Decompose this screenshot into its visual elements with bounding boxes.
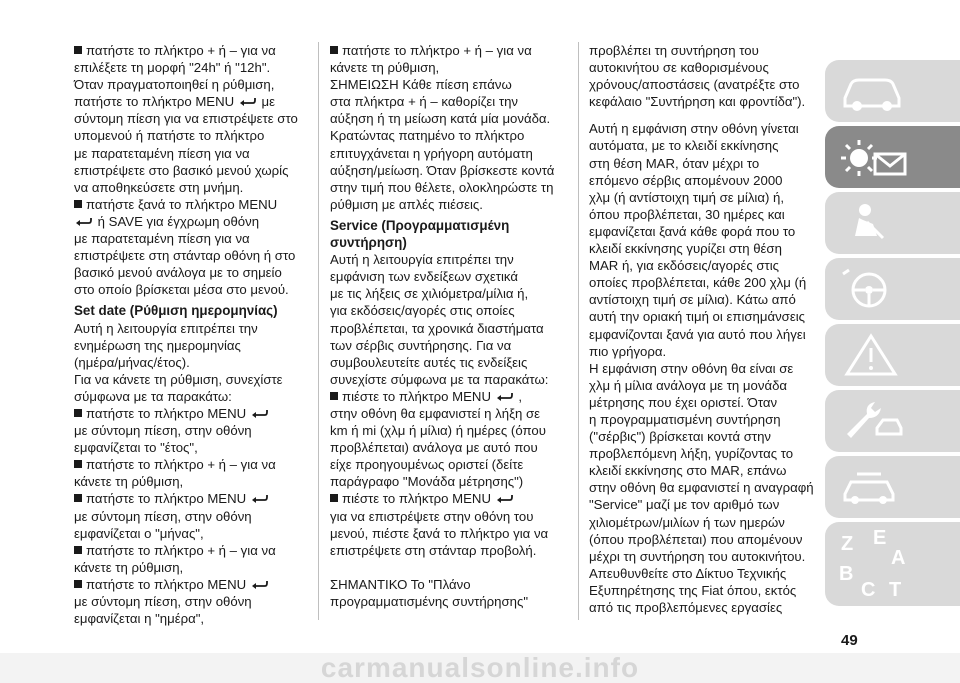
text-line: χλμ ή μίλια ανάλογα με τη μονάδα	[589, 377, 788, 393]
tab-starting[interactable]	[825, 258, 960, 320]
text-line: Η εμφάνιση στην οθόνη θα είναι σε	[589, 360, 794, 376]
text-line: προγραμματισμένης συντήρησης"	[330, 593, 529, 609]
section-heading: συντήρηση)	[330, 235, 407, 251]
text-line: συνεχίστε σύμφωνα με τα παρακάτω:	[330, 371, 549, 387]
car-data-icon	[837, 464, 907, 510]
return-arrow-icon	[75, 217, 93, 228]
text-line: συμβουλευτείτε αυτές τις ενδείξεις	[330, 354, 528, 370]
bullet-icon	[74, 580, 82, 588]
bullet-icon	[74, 494, 82, 502]
text-line: Όταν πραγματοποιηθεί η ρύθμιση,	[74, 77, 275, 93]
text-line: κάνετε τη ρύθμιση,	[74, 559, 184, 575]
text-line: εμφανίζονται ξανά για αυτό που λήγει	[589, 326, 806, 342]
return-arrow-icon	[251, 494, 269, 505]
text-line: υπομενού ή πατήστε το πλήκτρο	[74, 128, 265, 144]
text-line: βασικό μενού ανάλογα με το σημείο	[74, 265, 282, 281]
return-arrow-icon	[251, 580, 269, 591]
text-line: ενημέρωση της ημερομηνίας	[74, 337, 241, 353]
return-arrow-icon	[239, 97, 257, 108]
return-arrow-icon	[496, 392, 514, 403]
return-arrow-icon	[251, 409, 269, 420]
text-line: εμφάνιση των ενδείξεων σχετικά	[330, 269, 518, 285]
wrench-car-icon	[837, 398, 907, 444]
section-heading: Service (Προγραμματισμένη	[330, 217, 510, 233]
text-line: μέτρησης που έχει οριστεί. Όταν	[589, 394, 778, 410]
text-line: μενού, πιέστε ξανά το πλήκτρο για να	[330, 525, 549, 541]
text-line: αυτή την οριακή τιμή οι επισημάνσεις	[589, 309, 805, 325]
page-number: 49	[841, 632, 858, 649]
return-arrow-icon	[496, 494, 514, 505]
text-line: επιστρέψετε στη στάνταρ προβολή.	[330, 542, 537, 558]
text-line: να αποθηκεύσετε στη μνήμη.	[74, 179, 244, 195]
tab-index[interactable]	[825, 522, 960, 606]
text-line: με σύντομη πίεση, στην οθόνη	[74, 423, 252, 439]
text-line: εμφανίζεται το "έτος",	[74, 440, 198, 456]
text-line: επιστρέψετε στο βασικό μενού χωρίς	[74, 162, 289, 178]
text-line: αύξηση ή τη μείωση κατά μία μονάδα.	[330, 111, 551, 127]
watermark: carmanualsonline.info	[0, 653, 960, 683]
text-line: μέχρι τη συντήρηση του αυτοκινήτου.	[589, 548, 806, 564]
text-line: MAR ή, για εκδόσεις/αγορές στις	[589, 258, 779, 274]
text-line: Αυτή η εμφάνιση στην οθόνη γίνεται	[589, 121, 799, 137]
svg-text:E: E	[873, 527, 887, 549]
text-line: κεφάλαιο "Συντήρηση και φροντίδα").	[589, 94, 806, 110]
alphabet-index-icon	[833, 524, 923, 604]
bullet-icon	[330, 392, 338, 400]
text-line: με παρατεταμένη πίεση για να	[74, 145, 250, 161]
text-line: η προγραμματισμένη συντήρηση	[589, 411, 781, 427]
text-line: όπου προβλέπεται, 30 ημέρες και	[589, 206, 785, 222]
chapter-tabs	[825, 60, 960, 630]
text-line: σύντομη πίεση για να επιστρέψετε στο	[74, 111, 298, 127]
text-line: κάνετε τη ρύθμιση,	[330, 60, 440, 76]
bullet-icon	[74, 546, 82, 554]
svg-text:A: A	[891, 547, 906, 569]
text-line: στη θέση MAR, όταν μέχρι το	[589, 155, 760, 171]
text-line: Αυτή η λειτουργία επιτρέπει την	[330, 252, 514, 268]
text-line: κάνετε τη ρύθμιση,	[74, 474, 184, 490]
text-line: ΣΗΜΕΙΩΣΗ Κάθε πίεση επάνω	[330, 77, 512, 93]
text-line: προβλέπεται) ανάλογα με αυτό που	[330, 440, 538, 456]
text-line: με τις λήξεις σε χιλιόμετρα/μίλια ή,	[330, 286, 529, 302]
bullet-icon	[74, 46, 82, 54]
steering-wheel-icon	[837, 266, 907, 312]
text-line: αυτόματα, με το κλειδί εκκίνησης	[589, 138, 779, 154]
text-line: με σύντομη πίεση, στην οθόνη	[74, 594, 252, 609]
tab-vehicle[interactable]	[825, 60, 960, 122]
svg-text:C: C	[861, 579, 876, 601]
text-line: αύξηση/μείωση. Όταν βρίσκεστε κοντά	[330, 162, 555, 178]
column-divider	[578, 42, 579, 620]
tab-emergency[interactable]	[825, 324, 960, 386]
text-line: σύμφωνα με τα παρακάτω:	[74, 388, 232, 404]
text-line: αυτοκινήτου σε καθορισμένους	[589, 60, 769, 76]
text-line: παράγραφο "Μονάδα μέτρησης")	[330, 474, 524, 490]
tab-dashboard[interactable]	[825, 126, 960, 188]
text-line: (όπου προβλέπεται) που απομένουν	[589, 531, 803, 547]
tab-safety[interactable]	[825, 192, 960, 254]
text-line: (ημέρα/μήνας/έτος).	[74, 354, 190, 370]
svg-text:Z: Z	[841, 533, 854, 555]
text-line: στην οθόνη θα εμφανιστεί η λήξη σε	[330, 405, 541, 421]
text-line: για εκδόσεις/αγορές στις οποίες	[330, 303, 515, 319]
text-line: επιτυγχάνεται η γρήγορη αυτόματη	[330, 145, 533, 161]
text-line: Κρατώντας πατημένο το πλήκτρο	[330, 128, 525, 144]
tab-maintenance[interactable]	[825, 390, 960, 452]
text-line: στα πλήκτρα + ή – καθορίζει την	[330, 94, 519, 110]
text-line: στο οποίο βρίσκεται μέσα στο μενού.	[74, 282, 289, 298]
text-line: "Service" μαζί με τον αριθμό των	[589, 497, 780, 513]
text-line: πατήστε το πλήκτρο MENU	[74, 94, 235, 110]
text-line: κλειδί εκκίνησης στο MAR, επάνω	[589, 463, 787, 479]
text-line: για να επιστρέψετε στην οθόνη του	[330, 508, 534, 524]
text-line: κλειδί εκκίνησης γυρίζει στη θέση	[589, 241, 782, 257]
text-line: ΣΗΜΑΝΤΙΚΟ Το "Πλάνο	[330, 576, 471, 592]
dashboard-lights-icon	[837, 134, 917, 184]
seat-airbag-icon	[837, 200, 907, 246]
text-line: χλμ (ή αντίστοιχη τιμή σε μίλια) ή,	[589, 189, 785, 205]
text-line: Αυτή η λειτουργία επιτρέπει την	[74, 320, 258, 336]
text-line: χρόνους/αποστάσεις (ανατρέξτε στο	[589, 77, 800, 93]
svg-text:T: T	[889, 579, 902, 601]
text-line: είχε προηγουμένως οριστεί (δείτε	[330, 457, 524, 473]
text-line: οποίες προβλέπεται, κάθε 200 χλμ (ή	[589, 275, 807, 291]
text-line: ("σέρβις") βρίσκεται κοντά στην	[589, 429, 772, 445]
text-line: επιλέξετε τη μορφή "24h" ή "12h".	[74, 60, 271, 76]
section-heading: Set date (Ρύθμιση ημερομηνίας)	[74, 303, 278, 319]
text-line: στην τιμή που θέλετε, ολοκληρώστε τη	[330, 179, 554, 195]
text-line: Εξυπηρέτησης της Fiat όπου, εκτός	[589, 582, 797, 598]
text-line: εμφανίζεται η "ημέρα",	[74, 611, 205, 627]
text-line: ρύθμιση με απλές πιέσεις.	[330, 196, 483, 212]
bullet-icon	[74, 200, 82, 208]
text-line: με σύντομη πίεση, στην οθόνη	[74, 508, 252, 524]
text-line: πατήστε το πλήκτρο + ή – για να	[86, 43, 276, 58]
bullet-icon	[330, 46, 338, 54]
warning-triangle-icon	[837, 332, 907, 378]
tab-technical[interactable]	[825, 456, 960, 518]
text-line: Απευθυνθείτε στο Δίκτυο Τεχνικής	[589, 565, 787, 581]
text-line: πατήστε ξανά το πλήκτρο MENU	[86, 196, 278, 212]
text-line: αντίστοιχη τιμή σε μίλια). Κάτω από	[589, 292, 796, 308]
text-line: προβλεπόμενη λήξη, γυρίζοντας το	[589, 446, 794, 462]
text-line: από τις προβλεπόμενες εργασίες	[589, 600, 783, 615]
column-middle: πατήστε το πλήκτρο + ή – για να κάνετε τη ρύθμιση, ΣΗΜΕΙΩΣΗ Κάθε πίεση επάνω στα πλήκτρα + ή – καθορίζει την αύξηση ή τη μείωση κατά μία μονάδα. Κρατώντας πατημένο το πλήκτρο επιτυγχάνεται η γρήγορη αυτόματη αύξηση/μείωση. Όταν βρίσκεστε κοντά στην τιμή που θέλετε, ολοκληρώστε τη ρύθμιση με απλές πιέσεις. Service (Προγραμματισμένη συντήρηση) Αυτή η λειτουργία επιτρέπει την εμφάνιση των ενδείξεων σχετικά με τις λήξεις σε χιλιόμετρα/μίλια ή, για εκδόσεις/αγορές στις οποίες προβλέπεται, τα χρονικά διαστήματα των σέρβις συντήρησης. Για να συμβουλευτείτε αυτές τις ενδείξεις συνεχίστε σύμφωνα με τα παρακάτω: πιέστε το πλήκτρο MENU , στην οθόνη θα εμφανιστεί η λήξη σε km ή mi (χλμ ή μίλια) ή ημέρες (όπου προβλέπεται) ανάλογα με αυτό που είχε προηγουμένως οριστεί (δείτε παράγραφο "Μονάδα μέτρησης") πιέστε το πλήκτρο MENU για να επιστρέψετε στην οθόνη του μενού, πιέστε ξανά το πλήκτρο για να επιστρέψετε στη στάνταρ προβολή. ΣΗΜΑΝΤΙΚΟ Το "Πλάνο προγραμματισμένης συντήρησης"	[330, 42, 568, 610]
column-right	[589, 42, 829, 616]
column-divider	[318, 42, 319, 620]
text-line: χιλιομέτρων/μιλίων ή των ημερών	[589, 514, 785, 530]
text-line: km ή mi (χλμ ή μίλια) ή ημέρες (όπου	[330, 423, 546, 439]
column-left: πατήστε το πλήκτρο + ή – για να επιλέξετε τη μορφή "24h" ή "12h". Όταν πραγματοποιηθεί η ρύθμιση, πατήστε το πλήκτρο MENU με σύντομη πίεση για να επιστρέψετε στο υπομενού ή πατήστε το πλήκτρο με παρατεταμένη πίεση για να επιστρέψετε στο βασικό μενού χωρίς να αποθηκεύσετε στη μνήμη. πατήστε ξανά το πλήκτρο MENU ή SAVE για έγχρωμη οθόνη με παρατεταμένη πίεση για να επιστρέψετε στη στάνταρ οθόνη ή στο βασικό μενού ανάλογα με το σημείο στο οποίο βρίσκεται μέσα στο μενού. Set date (Ρύθμιση ημερομηνίας) Αυτή η λειτουργία επιτρέπει την ενημέρωση της ημερομηνίας (ημέρα/μήνας/έτος). Για να κάνετε τη ρύθμιση, συνεχίστε σύμφωνα με τα παρακάτω: πατήστε το πλήκτρο MENU με σύντομη πίεση, στην οθόνη εμφανίζεται το "έτος", πατήστε το πλήκτρο + ή – για να κάνετε τη ρύθμιση, πατήστε το πλήκτρο MENU με σύντομη πίεση, στην οθόνη εμφανίζεται ο "μήνας", πατήστε το πλήκτρο + ή – για να κάνετε τη ρύθμιση, πατήστε το πλήκτρο MENU με σύντομη πίεση, στην οθόνη εμφανίζεται η "ημέρα",	[74, 42, 306, 627]
car-icon	[837, 68, 907, 114]
text-line: στην οθόνη θα εμφανιστεί η αναγραφή	[589, 480, 814, 496]
text-line: εμφανίζεται ο "μήνας",	[74, 525, 204, 541]
text-line: Για να κάνετε τη ρύθμιση, συνεχίστε	[74, 371, 283, 387]
text-line: προβλέπεται, τα χρονικά διαστήματα	[330, 320, 544, 336]
text-line: πιο γρήγορα.	[589, 343, 667, 359]
bullet-icon	[74, 460, 82, 468]
svg-text:B: B	[839, 563, 854, 585]
text-line: επόμενο σέρβις απομένουν 2000	[589, 172, 783, 188]
text-line: με παρατεταμένη πίεση για να	[74, 231, 250, 247]
text-line: επιστρέψετε στη στάνταρ οθόνη ή στο	[74, 248, 296, 264]
bullet-icon	[330, 494, 338, 502]
bullet-icon	[74, 409, 82, 417]
text-line: εμφανίζεται ξανά κάθε φορά που το	[589, 223, 796, 239]
text-line: των σέρβις συντήρησης. Για να	[330, 337, 512, 353]
text-line: προβλέπει τη συντήρηση του	[589, 43, 759, 58]
